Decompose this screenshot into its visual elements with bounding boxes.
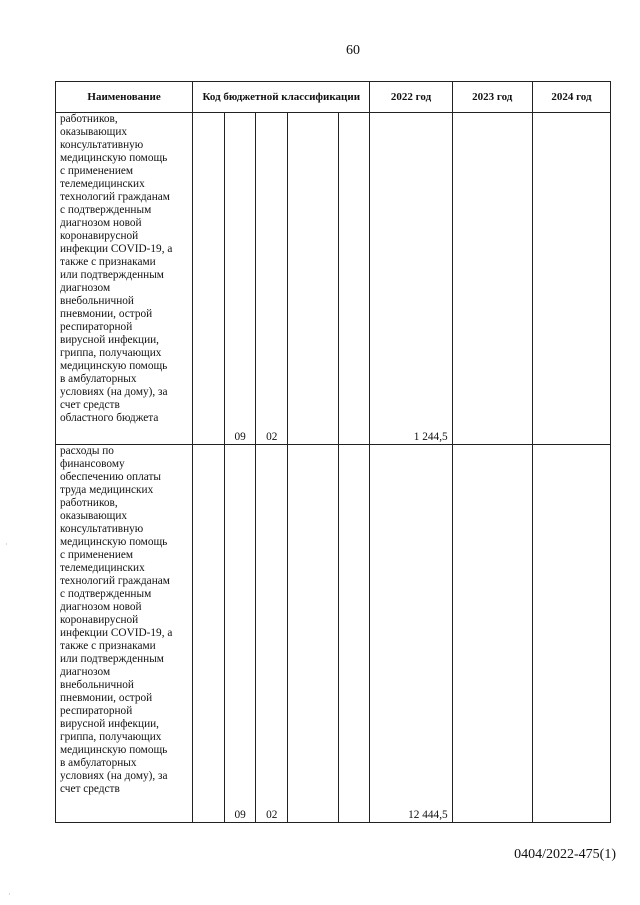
amount-2024-cell [532,445,610,823]
code-cell-empty [193,113,225,445]
code-cell-target [288,445,339,823]
header-name: Наименование [56,82,193,113]
header-2022: 2022 год [370,82,452,113]
header-2024: 2024 год [532,82,610,113]
code-cell-empty [193,445,225,823]
table-row [56,113,611,445]
document-number: 0404/2022-475(1) [514,847,616,862]
header-row [56,82,611,113]
row-name-cell [56,113,193,445]
code-cell-subsection [256,113,288,445]
code-cell-subsection [256,445,288,823]
scan-artifact: · [8,890,11,899]
scan-artifact: · [5,540,8,549]
amount-2022: 12 444,5 [408,809,448,821]
amount-2022: 1 244,5 [413,431,448,443]
row-name-cell [56,445,193,823]
row-name: расходы по финансовому обеспечению оплаты труда медицинских работников, оказывающих консультативную медицинскую помощь с применением телемедицинских технологий гражданам с подтвержденным диагнозом новой коронавирусной инфекции COVID-19, а также с признаками или подтвержденным диагнозом внебольничной пневмонии, острой респираторной вирусной инфекции, гриппа, получающих медицинскую помощь в амбулаторных условиях (на дому), за счет средств [60,445,173,795]
amount-2023-cell [452,445,532,823]
amount-2023-cell [452,113,532,445]
code-cell-target [288,113,339,445]
code-cell-section [224,445,256,823]
code-cell-expense-type [338,445,370,823]
subsection-code: 02 [266,431,278,443]
amount-2022-cell [370,113,452,445]
section-code: 09 [234,431,246,443]
subsection-code: 02 [266,809,278,821]
amount-2024-cell [532,113,610,445]
code-cell-section [224,113,256,445]
section-code: 09 [234,809,246,821]
budget-table [55,81,611,823]
amount-2022-cell [370,445,452,823]
header-2023: 2023 год [452,82,532,113]
page-number: 60 [346,43,360,58]
row-name: работников, оказывающих консультативную медицинскую помощь с применением телемедицинских технологий гражданам с подтвержденным диагнозом новой коронавирусной инфекции COVID-19, а также с признаками или подтвержденным диагнозом внебольничной пневмонии, острой респираторной вирусной инфекции, гриппа, получающих медицинскую помощь в амбулаторных условиях (на дому), за счет средств областного бюджета [60,113,173,424]
table-row [56,445,611,823]
code-cell-expense-type [338,113,370,445]
header-code: Код бюджетной классификации [193,82,370,113]
